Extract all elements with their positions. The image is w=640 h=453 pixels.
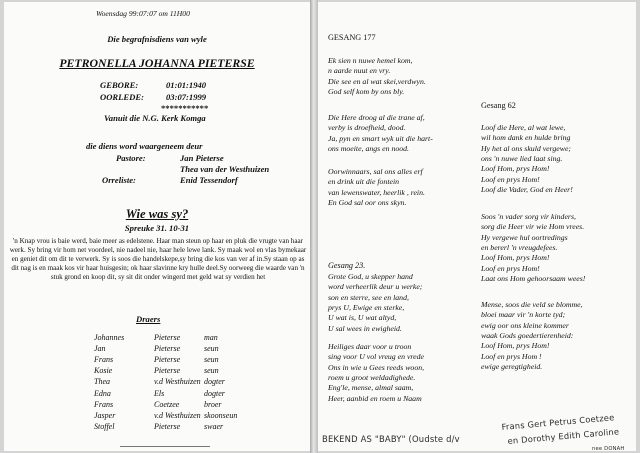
bearer-first-name: Kosie	[94, 366, 113, 376]
scripture-reference: Spreuke 31. 10-31	[124, 223, 190, 233]
bearer-surname: Pieterse	[154, 366, 181, 376]
bearer-row	[4, 355, 310, 365]
bearer-row	[4, 366, 310, 376]
hymn-62-verse-3: Mense, soos die veld se blomme, bloei maar vir 'n korte tyd; ewig oor ons kleine kommer waak Gods goedertierenheid: Loof Hom, prys Hom! Loof en prys Hom ! ewige geregtigheid.	[481, 300, 583, 372]
service-date: Woensdag 99:07:07 om 11H00	[96, 9, 190, 18]
bearer-surname: Els	[154, 388, 165, 398]
bearer-relation: swaer	[204, 421, 224, 431]
hymn-177-verse-1: Ek sien n nuwe hemel kom, n aarde nuut en vry. Die see en al wat skei,verdwyn. God self kom by ons bly.	[328, 56, 426, 97]
died-date: 03:07:1999	[166, 92, 207, 102]
handwritten-note-father: Frans Gert Petrus Coetzee	[501, 412, 615, 432]
bearer-surname: Pieterse	[154, 355, 181, 365]
handwritten-note-maiden: nee DONAH	[592, 446, 625, 451]
officiants-intro: die diens word waargeneem deur	[86, 141, 203, 151]
hymn-62-title: Gesang 62	[481, 101, 516, 110]
pastor-2: Thea van der Westhuizen	[180, 164, 270, 174]
bearer-surname: Coetzee	[154, 399, 180, 409]
bearer-row	[4, 400, 310, 410]
bearer-relation: dogter	[204, 388, 225, 398]
page-fold	[310, 0, 318, 453]
bearer-surname: v.d Westhuizen	[154, 410, 201, 420]
bearer-relation: man	[204, 333, 218, 342]
handwritten-note-nickname: BEKEND AS "BABY" (Oudste d/v	[322, 434, 460, 444]
bearer-row	[4, 422, 310, 432]
left-page	[4, 2, 310, 451]
born-label: GEBORE:	[100, 80, 139, 90]
bearer-relation: dogter	[204, 377, 225, 387]
bearer-first-name: Edna	[94, 388, 111, 398]
died-label: OORLEDE:	[100, 92, 144, 102]
bearer-relation: skoonseun	[204, 410, 238, 420]
hymn-62-verse-2: Soos 'n vader sorg vir kinders, sorg die Heer vir wie Hom vrees. Hy vergewe hul oortredings en bererl 'n vreugdefees. Loof Hom, prys Hom! Loof en prys Hom! Laat ons Hom gehoorsaam wees!	[481, 212, 586, 284]
bearer-row	[4, 411, 310, 421]
pastor-label: Pastore:	[116, 153, 146, 163]
bearer-relation: broer	[204, 399, 222, 409]
bearer-row	[4, 333, 310, 343]
hymn-177-title: GESANG 177	[328, 33, 376, 42]
bearer-first-name: Frans	[94, 399, 114, 409]
bearer-surname: Pieterse	[154, 421, 181, 431]
stars-divider: ***********	[161, 103, 209, 113]
section-title: Wie was sy?	[125, 207, 189, 221]
organist: Enid Tessendorf	[180, 175, 238, 185]
hymn-23-verse-2: Heiliges daar voor u troon sing voor U vol vreug en vrede Ons in wie u Gees reeds woon, roem u groot weldadighede. Eng'le, mense, almal saam, Heer, aanbid en roem u Naam	[328, 342, 425, 403]
bearer-relation: seun	[204, 355, 219, 365]
scripture-text: 'n Knap vrou is baie werd, baie meer as edelstene. Haar man steun op haar en pluk die vrugte van haar werk. Sy bring vir hom net voordeel, nie nadeel nie, haar hele lewe lank. Sy maak wol en vlas bymekaar en geniet dit om dit te verwerk. Sy is soos die handelskepe,sy bring die kos van ver af in.Sy staan op as dit nag is en maak kos vir haar huisgesin; ok haar slavinne kry hulle deel.Sy oorweeg die waarde van 'n stuk grond en koop dit, sy sit dit onder wingerd met geld wat sy verdien het	[9, 237, 307, 282]
deceased-name: PETRONELLA JOHANNA PIETERSE	[59, 56, 255, 70]
handwritten-note-mother: en Dorothy Edith Caroline	[507, 426, 620, 446]
bearer-first-name: Frans	[94, 355, 114, 365]
bearer-surname: v.d Westhuizen	[154, 377, 201, 387]
bearer-first-name: Johannes	[94, 333, 125, 342]
hymn-23-verse-1: Grote God, u skepper hand word verheerlik deur u werke; son en sterre, see en land, prys U, Ewige en sterke, U wat is, U wat altyd, U sal wees in ewigheid.	[328, 272, 423, 333]
bearer-relation: seun	[204, 344, 219, 354]
hymn-177-verse-2: Die Here droog al die trane af, verby is droefheid, dood. Ja, pyn en smart wyk uit die hart- ons moeite, angs en nood.	[328, 113, 433, 154]
bearer-relation: seun	[204, 366, 219, 376]
service-intro: Die begrafnisdiens van wyle	[107, 34, 207, 44]
hymn-62-verse-1: Loof die Here, al wat lewe, wil hom dank en hulde bring Hy het al ons skuld vergewe; ons 'n nuwe lied laat sing. Loof Hom, prys Hom! Loof en prys Hom! Loof die Vader, God en Heer!	[481, 123, 573, 195]
bearer-row	[4, 377, 310, 387]
bearer-first-name: Stoffel	[94, 421, 115, 431]
organist-label: Orreliste:	[102, 175, 136, 185]
bearers-title: Draers	[136, 314, 161, 324]
hymn-23-title: Gesang 23.	[328, 261, 366, 270]
bearer-first-name: Jasper	[94, 410, 116, 420]
pastor-1: Jan Pieterse	[180, 153, 224, 163]
venue: Vanuit die N.G. Kerk Komga	[104, 113, 206, 123]
hymn-177-verse-3: Oorwinnaars, sal ons alles erf en drink uit die fontein van lewenswater, heerlik , rein. En God sal oor ons skyn.	[328, 167, 425, 208]
bearer-row	[4, 389, 310, 399]
bearer-first-name: Jan	[94, 344, 106, 354]
right-page	[318, 2, 636, 451]
cut-off-line	[120, 446, 210, 450]
bearer-first-name: Thea	[94, 377, 110, 387]
born-date: 01:01:1940	[166, 80, 207, 90]
bearer-surname: Pieterse	[154, 344, 181, 354]
bearer-row	[4, 344, 310, 354]
bearer-surname: Pieterse	[154, 333, 181, 342]
